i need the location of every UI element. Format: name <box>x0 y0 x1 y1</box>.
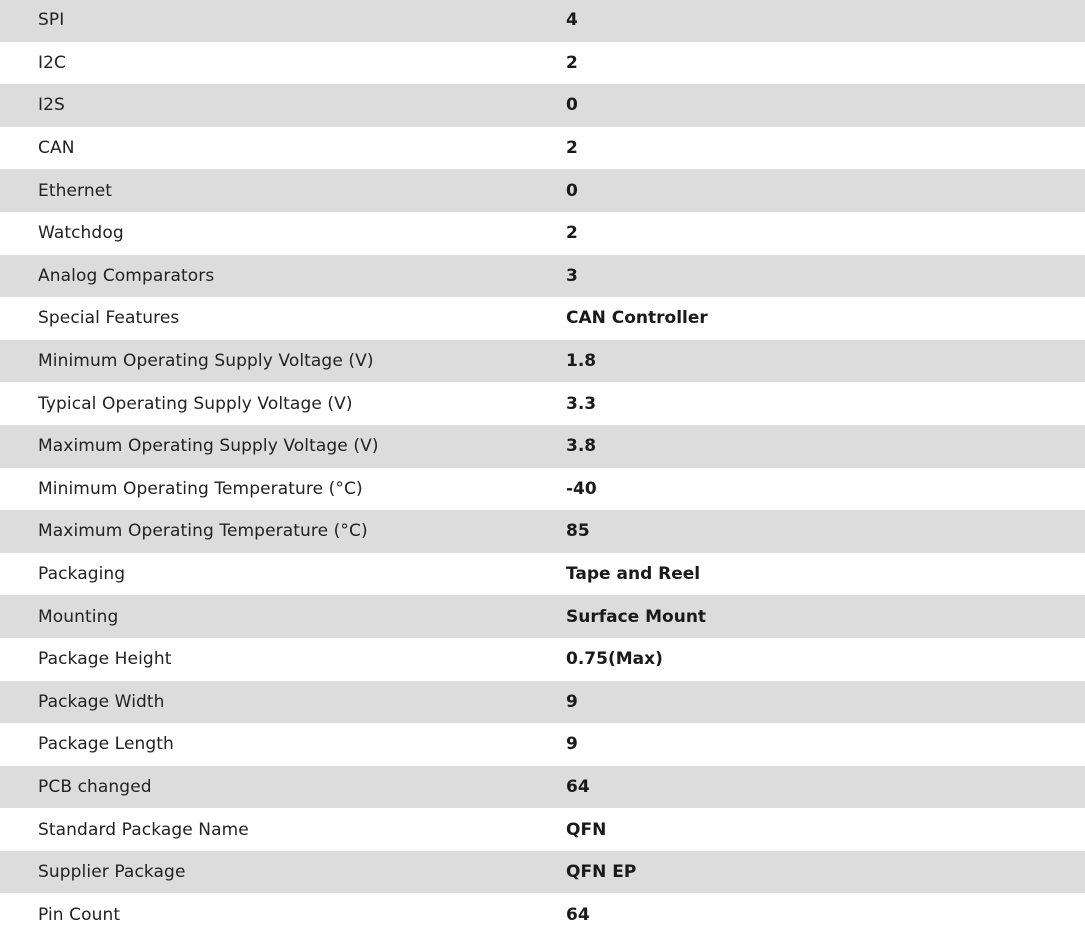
spec-row-max-supply-voltage <box>0 425 1085 468</box>
spec-row-min-temperature <box>0 468 1085 511</box>
spec-row-analog-comparators <box>0 255 1085 298</box>
spec-label: I2S <box>38 95 65 116</box>
spec-label: SPI <box>38 10 65 31</box>
spec-label: Typical Operating Supply Voltage (V) <box>38 393 353 414</box>
spec-row-package-length <box>0 723 1085 766</box>
spec-value: 64 <box>566 776 590 797</box>
spec-value: 2 <box>566 223 578 244</box>
spec-value: 64 <box>566 904 590 925</box>
spec-value: QFN <box>566 819 607 840</box>
spec-value: 2 <box>566 138 578 159</box>
spec-row-watchdog <box>0 212 1085 255</box>
spec-row-pcb-changed <box>0 766 1085 809</box>
spec-value: 1.8 <box>566 351 597 372</box>
spec-value: 85 <box>566 521 590 542</box>
spec-label: Minimum Operating Temperature (°C) <box>38 478 363 499</box>
spec-value: 4 <box>566 10 578 31</box>
spec-label: PCB changed <box>38 776 152 797</box>
spec-row-i2s <box>0 84 1085 127</box>
spec-label: Packaging <box>38 564 126 585</box>
spec-label: Special Features <box>38 308 180 329</box>
spec-value: 3.8 <box>566 436 597 457</box>
spec-row-typ-supply-voltage <box>0 382 1085 425</box>
spec-row-special-features <box>0 297 1085 340</box>
spec-label: Watchdog <box>38 223 124 244</box>
spec-label: Package Height <box>38 649 172 670</box>
spec-value: Tape and Reel <box>566 564 701 585</box>
spec-row-pin-count <box>0 893 1085 936</box>
spec-value: QFN EP <box>566 862 637 883</box>
spec-row-i2c <box>0 42 1085 85</box>
spec-label: Pin Count <box>38 904 121 925</box>
spec-label: Package Length <box>38 734 174 755</box>
spec-label: Ethernet <box>38 180 113 201</box>
spec-row-spi <box>0 0 1085 42</box>
spec-value: 0 <box>566 180 578 201</box>
spec-row-min-supply-voltage <box>0 340 1085 383</box>
spec-label: Mounting <box>38 606 119 627</box>
spec-row-package-height <box>0 638 1085 681</box>
spec-value: 0.75(Max) <box>566 649 663 670</box>
spec-label: Analog Comparators <box>38 265 215 286</box>
spec-label: CAN <box>38 138 75 159</box>
spec-row-packaging <box>0 553 1085 596</box>
spec-label: Maximum Operating Supply Voltage (V) <box>38 436 379 457</box>
spec-label: Package Width <box>38 691 165 712</box>
spec-row-standard-package-name <box>0 808 1085 851</box>
spec-row-supplier-package <box>0 851 1085 894</box>
spec-value: Surface Mount <box>566 606 707 627</box>
spec-value: 9 <box>566 691 578 712</box>
spec-value: 9 <box>566 734 578 755</box>
spec-row-package-width <box>0 681 1085 724</box>
spec-value: 3.3 <box>566 393 597 414</box>
spec-row-max-temperature <box>0 510 1085 553</box>
spec-label: I2C <box>38 52 66 73</box>
spec-value: 2 <box>566 52 578 73</box>
spec-row-can <box>0 127 1085 170</box>
spec-label: Standard Package Name <box>38 819 249 840</box>
spec-value: CAN Controller <box>566 308 708 329</box>
spec-row-ethernet <box>0 169 1085 212</box>
spec-value: -40 <box>566 478 597 499</box>
spec-label: Supplier Package <box>38 862 186 883</box>
spec-row-mounting <box>0 595 1085 638</box>
spec-value: 3 <box>566 265 578 286</box>
spec-label: Minimum Operating Supply Voltage (V) <box>38 351 374 372</box>
spec-value: 0 <box>566 95 578 116</box>
spec-label: Maximum Operating Temperature (°C) <box>38 521 368 542</box>
